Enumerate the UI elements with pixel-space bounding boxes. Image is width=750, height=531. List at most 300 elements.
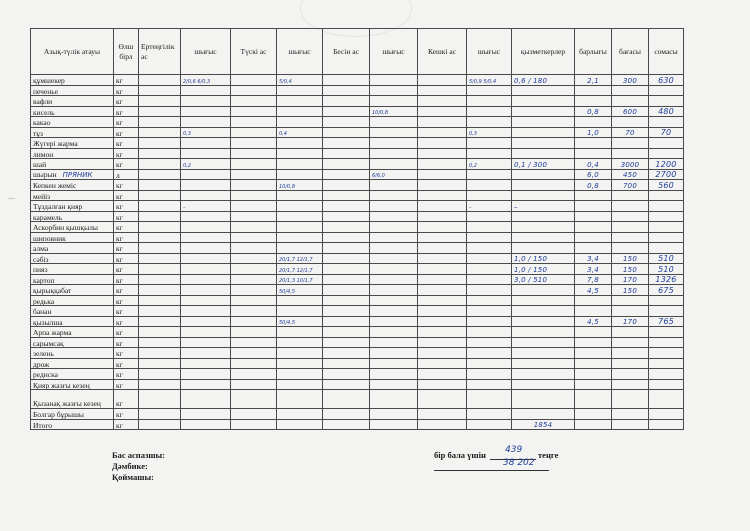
item-name: Итого bbox=[31, 419, 114, 430]
breakfast-out-cell bbox=[181, 369, 231, 380]
breakfast-cell bbox=[139, 159, 181, 170]
breakfast-cell bbox=[139, 75, 181, 86]
lunch-cell bbox=[231, 369, 277, 380]
staff-cell bbox=[512, 106, 575, 117]
total-cell: 0,4 bbox=[575, 159, 612, 170]
snack-out-cell bbox=[370, 127, 418, 138]
dinner-cell bbox=[418, 369, 467, 380]
price-cell: 150 bbox=[612, 253, 649, 264]
dinner-out-cell bbox=[467, 138, 512, 149]
snack-out-cell bbox=[370, 358, 418, 369]
column-header: бағасы bbox=[612, 29, 649, 75]
dinner-cell bbox=[418, 190, 467, 201]
total-cell bbox=[575, 243, 612, 254]
table-row bbox=[31, 169, 684, 180]
item-unit: кг bbox=[114, 390, 139, 409]
column-header: шығыс bbox=[370, 29, 418, 75]
lunch-cell bbox=[231, 327, 277, 338]
sum-cell: 2700 bbox=[649, 169, 684, 180]
price-cell bbox=[612, 148, 649, 159]
sum-cell bbox=[649, 390, 684, 409]
lunch-cell bbox=[231, 295, 277, 306]
sum-cell bbox=[649, 295, 684, 306]
total-cell: 2,1 bbox=[575, 75, 612, 86]
breakfast-cell bbox=[139, 264, 181, 275]
snack-cell bbox=[323, 211, 370, 222]
price-cell: 450 bbox=[612, 169, 649, 180]
total-cell bbox=[575, 348, 612, 359]
lunch-cell bbox=[231, 232, 277, 243]
total-cell: 4,5 bbox=[575, 316, 612, 327]
breakfast-cell bbox=[139, 327, 181, 338]
item-unit: кг bbox=[114, 327, 139, 338]
lunch-out-cell bbox=[277, 358, 323, 369]
snack-cell bbox=[323, 327, 370, 338]
breakfast-cell bbox=[139, 138, 181, 149]
lunch-out-cell bbox=[277, 159, 323, 170]
lunch-out-cell bbox=[277, 419, 323, 430]
item-name: зелень bbox=[31, 348, 114, 359]
snack-out-cell bbox=[370, 180, 418, 191]
sum-cell bbox=[649, 409, 684, 420]
snack-out-cell bbox=[370, 159, 418, 170]
lunch-out-cell bbox=[277, 85, 323, 96]
dinner-out-cell: – bbox=[467, 201, 512, 212]
item-unit: кг bbox=[114, 274, 139, 285]
per-child-value: 439 bbox=[505, 445, 523, 455]
staff-cell bbox=[512, 390, 575, 409]
snack-cell bbox=[323, 169, 370, 180]
dinner-cell bbox=[418, 390, 467, 409]
item-name: пияз bbox=[31, 264, 114, 275]
price-cell bbox=[612, 222, 649, 233]
breakfast-out-cell bbox=[181, 222, 231, 233]
lunch-cell bbox=[231, 190, 277, 201]
lunch-out-cell: 20/1,7 12/1,7 bbox=[277, 253, 323, 264]
breakfast-cell bbox=[139, 243, 181, 254]
dinner-cell bbox=[418, 327, 467, 338]
sum-cell: 1326 bbox=[649, 274, 684, 285]
lunch-out-cell bbox=[277, 348, 323, 359]
breakfast-out-cell: 0,2 bbox=[181, 159, 231, 170]
table-row bbox=[31, 285, 684, 296]
price-cell bbox=[612, 190, 649, 201]
total-cell bbox=[575, 369, 612, 380]
item-name: Арпа жарма bbox=[31, 327, 114, 338]
lunch-cell bbox=[231, 169, 277, 180]
snack-cell bbox=[323, 148, 370, 159]
table-row bbox=[31, 106, 684, 117]
item-name: лимон bbox=[31, 148, 114, 159]
total-cell bbox=[575, 295, 612, 306]
breakfast-cell bbox=[139, 337, 181, 348]
item-unit: кг bbox=[114, 379, 139, 390]
price-cell: 150 bbox=[612, 264, 649, 275]
item-unit: кг bbox=[114, 127, 139, 138]
snack-out-cell bbox=[370, 243, 418, 254]
price-cell bbox=[612, 201, 649, 212]
sum-cell bbox=[649, 201, 684, 212]
lunch-cell bbox=[231, 148, 277, 159]
breakfast-cell bbox=[139, 106, 181, 117]
margin-dash: — bbox=[8, 194, 15, 202]
snack-out-cell bbox=[370, 148, 418, 159]
price-cell bbox=[612, 232, 649, 243]
item-name: печенье bbox=[31, 85, 114, 96]
snack-out-cell bbox=[370, 316, 418, 327]
item-name: шай bbox=[31, 159, 114, 170]
sum-cell: 630 bbox=[649, 75, 684, 86]
total-cell bbox=[575, 117, 612, 128]
column-header: Ертеңгілік ас bbox=[139, 29, 181, 75]
item-name: қырыққабат bbox=[31, 285, 114, 296]
dinner-out-cell bbox=[467, 96, 512, 107]
lunch-out-cell bbox=[277, 243, 323, 254]
dinner-out-cell: 5/0,9 5/0,4 bbox=[467, 75, 512, 86]
item-unit: кг bbox=[114, 222, 139, 233]
total-cell: 3,4 bbox=[575, 264, 612, 275]
dinner-out-cell bbox=[467, 274, 512, 285]
breakfast-cell bbox=[139, 253, 181, 264]
breakfast-cell bbox=[139, 295, 181, 306]
sum-cell bbox=[649, 117, 684, 128]
staff-cell: 1854 bbox=[512, 419, 575, 430]
dinner-cell bbox=[418, 419, 467, 430]
dinner-cell bbox=[418, 264, 467, 275]
snack-cell bbox=[323, 264, 370, 275]
table-row bbox=[31, 419, 684, 430]
price-cell bbox=[612, 419, 649, 430]
column-header: шығыс bbox=[277, 29, 323, 75]
snack-cell bbox=[323, 96, 370, 107]
item-unit: кг bbox=[114, 316, 139, 327]
lunch-cell bbox=[231, 180, 277, 191]
total-cell bbox=[575, 337, 612, 348]
price-cell: 170 bbox=[612, 316, 649, 327]
total-cell: 4,5 bbox=[575, 285, 612, 296]
breakfast-cell bbox=[139, 201, 181, 212]
lunch-cell bbox=[231, 75, 277, 86]
snack-cell bbox=[323, 285, 370, 296]
table-row bbox=[31, 274, 684, 285]
table-row bbox=[31, 96, 684, 107]
table-row bbox=[31, 253, 684, 264]
dinner-cell bbox=[418, 222, 467, 233]
total-cell bbox=[575, 327, 612, 338]
snack-cell bbox=[323, 106, 370, 117]
lunch-out-cell bbox=[277, 295, 323, 306]
breakfast-cell bbox=[139, 190, 181, 201]
dinner-out-cell bbox=[467, 419, 512, 430]
dinner-out-cell bbox=[467, 253, 512, 264]
snack-out-cell bbox=[370, 274, 418, 285]
column-header: Азық-түлік атауы bbox=[31, 29, 114, 75]
snack-out-cell bbox=[370, 264, 418, 275]
snack-out-cell: 6/6,0 bbox=[370, 169, 418, 180]
price-cell bbox=[612, 379, 649, 390]
lunch-out-cell bbox=[277, 409, 323, 420]
column-header: шығыс bbox=[181, 29, 231, 75]
item-name: құмшекер bbox=[31, 75, 114, 86]
snack-out-cell bbox=[370, 96, 418, 107]
lunch-out-cell bbox=[277, 222, 323, 233]
breakfast-out-cell bbox=[181, 306, 231, 317]
lunch-out-cell bbox=[277, 327, 323, 338]
snack-cell bbox=[323, 127, 370, 138]
column-header: шығыс bbox=[467, 29, 512, 75]
dinner-out-cell bbox=[467, 409, 512, 420]
dinner-out-cell bbox=[467, 295, 512, 306]
lunch-out-cell bbox=[277, 190, 323, 201]
lunch-out-cell: 20/1,7 12/1,7 bbox=[277, 264, 323, 275]
item-name: картоп bbox=[31, 274, 114, 285]
dinner-out-cell bbox=[467, 211, 512, 222]
total-cell: 0,8 bbox=[575, 180, 612, 191]
total-cell: 1,0 bbox=[575, 127, 612, 138]
table-row bbox=[31, 327, 684, 338]
item-unit: кг bbox=[114, 337, 139, 348]
breakfast-out-cell bbox=[181, 264, 231, 275]
snack-out-cell bbox=[370, 285, 418, 296]
breakfast-out-cell bbox=[181, 253, 231, 264]
item-unit: кг bbox=[114, 306, 139, 317]
item-unit: кг bbox=[114, 106, 139, 117]
staff-cell bbox=[512, 379, 575, 390]
staff-cell bbox=[512, 243, 575, 254]
staff-cell bbox=[512, 306, 575, 317]
table-row bbox=[31, 243, 684, 254]
dinner-out-cell bbox=[467, 264, 512, 275]
item-name: Қызанақ жазғы кезең bbox=[31, 390, 114, 409]
price-cell: 300 bbox=[612, 75, 649, 86]
breakfast-cell bbox=[139, 222, 181, 233]
lunch-cell bbox=[231, 358, 277, 369]
table-row bbox=[31, 379, 684, 390]
lunch-out-cell bbox=[277, 117, 323, 128]
lunch-out-cell bbox=[277, 232, 323, 243]
breakfast-cell bbox=[139, 306, 181, 317]
dinner-cell bbox=[418, 337, 467, 348]
snack-cell bbox=[323, 369, 370, 380]
item-unit: кг bbox=[114, 201, 139, 212]
column-header: барлығы bbox=[575, 29, 612, 75]
lunch-cell bbox=[231, 274, 277, 285]
snack-out-cell bbox=[370, 222, 418, 233]
item-name: какао bbox=[31, 117, 114, 128]
lunch-out-cell bbox=[277, 96, 323, 107]
dinner-cell bbox=[418, 211, 467, 222]
item-unit: кг bbox=[114, 409, 139, 420]
breakfast-out-cell bbox=[181, 117, 231, 128]
item-unit: кг bbox=[114, 295, 139, 306]
lunch-cell bbox=[231, 138, 277, 149]
total-cell bbox=[575, 390, 612, 409]
lunch-cell bbox=[231, 409, 277, 420]
table-row bbox=[31, 180, 684, 191]
snack-cell bbox=[323, 306, 370, 317]
snack-cell bbox=[323, 232, 370, 243]
snack-cell bbox=[323, 253, 370, 264]
item-unit: кг bbox=[114, 232, 139, 243]
breakfast-cell bbox=[139, 180, 181, 191]
item-name: редька bbox=[31, 295, 114, 306]
table-row bbox=[31, 409, 684, 420]
staff-cell bbox=[512, 138, 575, 149]
column-header: Өлш бірл bbox=[114, 29, 139, 75]
item-unit: кг bbox=[114, 85, 139, 96]
lunch-cell bbox=[231, 117, 277, 128]
item-unit: л bbox=[114, 169, 139, 180]
snack-out-cell bbox=[370, 419, 418, 430]
snack-cell bbox=[323, 180, 370, 191]
breakfast-cell bbox=[139, 127, 181, 138]
dinner-cell bbox=[418, 85, 467, 96]
dinner-out-cell bbox=[467, 190, 512, 201]
staff-cell bbox=[512, 96, 575, 107]
sum-cell bbox=[649, 232, 684, 243]
sum-cell bbox=[649, 379, 684, 390]
snack-cell bbox=[323, 190, 370, 201]
staff-cell: 1,0 / 150 bbox=[512, 264, 575, 275]
breakfast-cell bbox=[139, 409, 181, 420]
dinner-out-cell bbox=[467, 117, 512, 128]
lunch-cell bbox=[231, 419, 277, 430]
item-unit: кг bbox=[114, 180, 139, 191]
snack-cell bbox=[323, 316, 370, 327]
dinner-cell bbox=[418, 180, 467, 191]
staff-cell bbox=[512, 222, 575, 233]
lunch-cell bbox=[231, 306, 277, 317]
item-name: тұз bbox=[31, 127, 114, 138]
lunch-cell bbox=[231, 201, 277, 212]
price-cell bbox=[612, 348, 649, 359]
dinner-out-cell bbox=[467, 369, 512, 380]
price-cell: 600 bbox=[612, 106, 649, 117]
lunch-cell bbox=[231, 127, 277, 138]
chef-label: Бас аспазшы: bbox=[112, 450, 165, 460]
snack-cell bbox=[323, 243, 370, 254]
total-cell: 7,8 bbox=[575, 274, 612, 285]
breakfast-cell bbox=[139, 232, 181, 243]
snack-out-cell bbox=[370, 75, 418, 86]
lunch-out-cell bbox=[277, 306, 323, 317]
dinner-cell bbox=[418, 358, 467, 369]
staff-cell bbox=[512, 169, 575, 180]
dinner-cell bbox=[418, 285, 467, 296]
staff-cell bbox=[512, 369, 575, 380]
breakfast-out-cell bbox=[181, 138, 231, 149]
snack-cell bbox=[323, 159, 370, 170]
lunch-out-cell: 20/1,3 10/1,7 bbox=[277, 274, 323, 285]
item-name: сарымсақ bbox=[31, 337, 114, 348]
snack-cell bbox=[323, 85, 370, 96]
table-row bbox=[31, 306, 684, 317]
price-cell: 150 bbox=[612, 285, 649, 296]
total-cell bbox=[575, 306, 612, 317]
table-row bbox=[31, 337, 684, 348]
breakfast-out-cell bbox=[181, 295, 231, 306]
snack-cell bbox=[323, 75, 370, 86]
breakfast-out-cell: 2/0,6 6/0,3 bbox=[181, 75, 231, 86]
snack-out-cell bbox=[370, 117, 418, 128]
table-row bbox=[31, 190, 684, 201]
lunch-out-cell bbox=[277, 201, 323, 212]
item-unit: кг bbox=[114, 358, 139, 369]
breakfast-out-cell bbox=[181, 419, 231, 430]
breakfast-cell bbox=[139, 96, 181, 107]
lunch-cell bbox=[231, 348, 277, 359]
breakfast-cell bbox=[139, 358, 181, 369]
storekeeper-label: Қоймашы: bbox=[112, 472, 154, 482]
sum-cell bbox=[649, 348, 684, 359]
item-name: Жүгері жарма bbox=[31, 138, 114, 149]
table-row bbox=[31, 117, 684, 128]
lunch-cell bbox=[231, 159, 277, 170]
breakfast-cell bbox=[139, 169, 181, 180]
breakfast-out-cell bbox=[181, 379, 231, 390]
breakfast-out-cell: 0,3 bbox=[181, 127, 231, 138]
staff-cell bbox=[512, 358, 575, 369]
table-row bbox=[31, 222, 684, 233]
total-cell bbox=[575, 148, 612, 159]
item-name bbox=[31, 169, 114, 180]
lunch-out-cell: 50/4,5 bbox=[277, 316, 323, 327]
total-cell bbox=[575, 190, 612, 201]
item-unit: кг bbox=[114, 117, 139, 128]
snack-cell bbox=[323, 295, 370, 306]
item-unit: кг bbox=[114, 285, 139, 296]
price-cell bbox=[612, 211, 649, 222]
staff-cell: 1,0 / 150 bbox=[512, 253, 575, 264]
snack-out-cell bbox=[370, 327, 418, 338]
sum-cell: 765 bbox=[649, 316, 684, 327]
sum-cell bbox=[649, 369, 684, 380]
snack-out-cell bbox=[370, 348, 418, 359]
item-unit: кг bbox=[114, 264, 139, 275]
item-name: шиповник bbox=[31, 232, 114, 243]
dinner-cell bbox=[418, 253, 467, 264]
dietitian-label: Дәмбике: bbox=[112, 461, 148, 471]
snack-cell bbox=[323, 337, 370, 348]
lunch-out-cell: 5/0,4 bbox=[277, 75, 323, 86]
item-unit: кг bbox=[114, 96, 139, 107]
sum-cell bbox=[649, 222, 684, 233]
price-cell bbox=[612, 117, 649, 128]
lunch-cell bbox=[231, 106, 277, 117]
table-row bbox=[31, 201, 684, 212]
sum-cell bbox=[649, 85, 684, 96]
dinner-cell bbox=[418, 348, 467, 359]
lunch-cell bbox=[231, 337, 277, 348]
sum-cell bbox=[649, 358, 684, 369]
lunch-out-cell bbox=[277, 148, 323, 159]
breakfast-out-cell bbox=[181, 211, 231, 222]
dinner-out-cell bbox=[467, 306, 512, 317]
breakfast-out-cell bbox=[181, 243, 231, 254]
snack-cell bbox=[323, 379, 370, 390]
price-cell: 700 bbox=[612, 180, 649, 191]
dinner-out-cell bbox=[467, 327, 512, 338]
dinner-out-cell bbox=[467, 243, 512, 254]
staff-cell bbox=[512, 316, 575, 327]
breakfast-cell bbox=[139, 85, 181, 96]
staff-cell bbox=[512, 285, 575, 296]
item-name-text: шырын bbox=[33, 170, 57, 179]
item-name: мейіз bbox=[31, 190, 114, 201]
lunch-cell bbox=[231, 264, 277, 275]
lunch-cell bbox=[231, 85, 277, 96]
breakfast-out-cell bbox=[181, 390, 231, 409]
